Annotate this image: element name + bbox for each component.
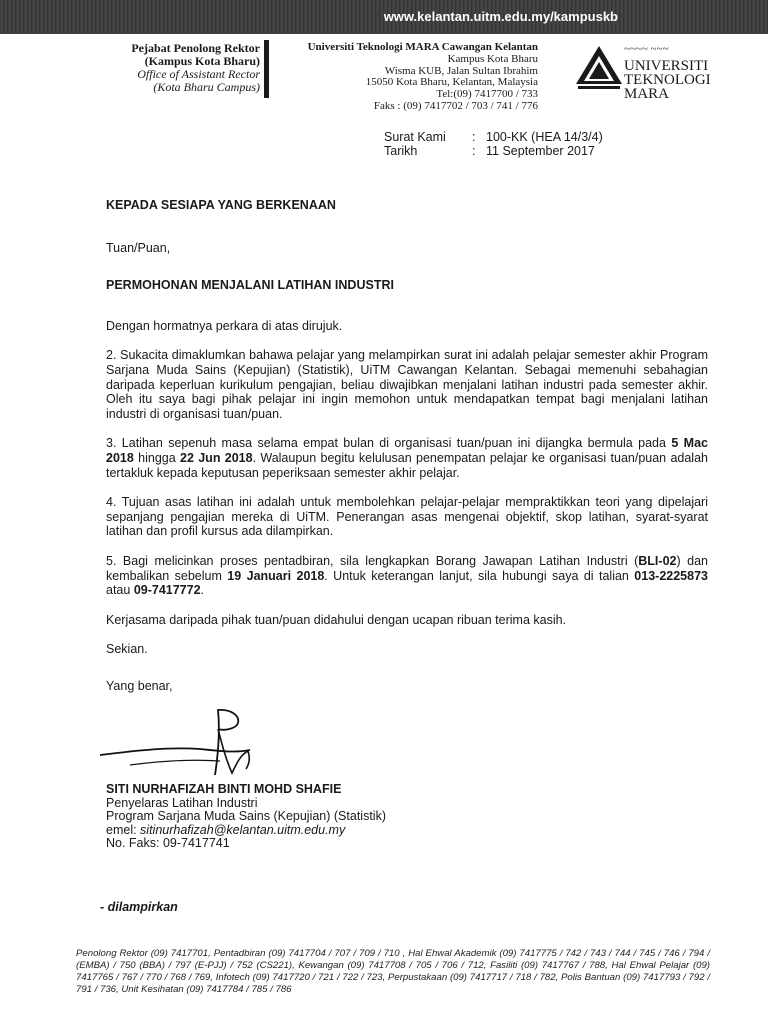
website-url[interactable]: www.kelantan.uitm.edu.my/kampuskb <box>383 9 618 24</box>
signature-icon <box>100 705 300 785</box>
signer-name: SITI NURHAFIZAH BINTI MOHD SHAFIE <box>106 782 342 796</box>
divider-bar <box>264 40 269 98</box>
address-block <box>290 42 538 113</box>
recipient: KEPADA SESIAPA YANG BERKENAAN <box>106 198 336 212</box>
office-line-2: (Kampus Kota Bharu) <box>144 54 260 68</box>
paragraph-5: 5. Bagi melicinkan proses pentadbiran, sila lengkapkan Borang Jawapan Latihan Industri (BLI-02) dan kembalikan sebelum 19 Januari 2018. Untuk keterangan lanjut, sila hubungi saya di talian 013-2225873 atau 09-7417772. <box>106 553 708 598</box>
date-value: 11 September 2017 <box>486 144 595 158</box>
signer-program: Program Sarjana Muda Sains (Kepujian) (Statistik) <box>106 809 386 824</box>
subject: PERMOHONAN MENJALANI LATIHAN INDUSTRI <box>106 278 394 293</box>
university-line-2: TEKNOLOGI <box>624 72 711 88</box>
address-line-2: Kampus Kota Bharu <box>447 52 538 65</box>
address-line-5: Tel:(09) 7417700 / 733 <box>436 88 538 101</box>
reference-block: Surat Kami : 100-KK (HEA 14/3/4) Tarikh : 11 September 2017 <box>384 130 603 158</box>
university-line-1: UNIVERSITI <box>624 58 709 74</box>
university-line-3: MARA <box>624 86 670 102</box>
letter-body <box>106 198 708 693</box>
paragraph-3: 3. Latihan sepenuh masa selama empat bulan di organisasi tuan/puan ini dijangka bermula pada 5 Mac 2018 hingga 22 Jun 2018. Walaupun begitu kelulusan penempatan pelajar ke organisasi tuan/puan adalah tertakluk kepada keputusan peperiksaan semester akhir pelajar. <box>106 436 708 480</box>
signer-title: Penyelaras Latihan Industri <box>106 795 258 810</box>
address-line-6: Faks : (09) 7417702 / 703 / 741 / 776 <box>373 99 538 112</box>
attachment-note: - dilampirkan <box>100 900 178 914</box>
jawi-script-icon: ~~~~ ~~~ <box>624 43 669 55</box>
address-line-4: 15050 Kota Bharu, Kelantan, Malaysia <box>365 76 538 89</box>
address-line-3: Wisma KUB, Jalan Sultan Ibrahim <box>384 64 538 77</box>
paragraph-6: Kerjasama daripada pihak tuan/puan didahului dengan ucapan ribuan terima kasih. <box>106 612 567 627</box>
signer-email-link[interactable]: sitinurhafizah@kelantan.uitm.edu.my <box>140 822 346 837</box>
paragraph-2: 2. Sukacita dimaklumkan bahawa pelajar yang melampirkan surat ini adalah pelajar semester akhir Program Sarjana Muda Sains (Kepujian) (Statistik), UiTM Cawangan Kelantan. Sebagai memenuhi sebahagian daripada keperluan kurikulum pengajian, beliau diwajibkan menjalani latihan industri pada semester akhir. Oleh itu saya bagi pihak pelajar ini ingin memohon untuk mendapatkan tempat bagi menjalani latihan industri di organisasi tuan/puan. <box>106 348 708 421</box>
salutation: Tuan/Puan, <box>106 240 171 255</box>
date-label: Tarikh <box>384 144 418 158</box>
signer-fax: No. Faks: 09-7417741 <box>106 836 230 851</box>
address-line-1: Universiti Teknologi MARA Cawangan Kelantan <box>307 41 538 53</box>
closing: Sekian. <box>106 642 148 657</box>
office-line-3: Office of Assistant Rector <box>137 67 260 81</box>
signer-block <box>106 783 386 851</box>
office-line-1: Pejabat Penolong Rektor <box>131 41 260 55</box>
ref-value: 100-KK (HEA 14/3/4) <box>486 130 603 144</box>
yours-truly: Yang benar, <box>106 678 173 693</box>
signer-email-line: emel: sitinurhafizah@kelantan.uitm.edu.my <box>106 822 346 837</box>
header-bar <box>0 0 768 34</box>
office-line-4: (Kota Bharu Campus) <box>153 80 260 94</box>
uitm-logo-icon <box>574 44 624 92</box>
paragraph-4: 4. Tujuan asas latihan ini adalah untuk membolehkan pelajar-pelajar mempraktikkan teori yang dipelajari sepanjang pengajian mereka di UiTM. Penerangan asas mengenai objektif, skop latihan, syarat-syarat latihan dan profil kursus ada dilampirkan. <box>106 495 708 539</box>
footer-contacts: Penolong Rektor (09) 7417701, Pentadbiran (09) 7417704 / 707 / 709 / 710 , Hal Ehwal Akademik (09) 7417775 / 742 / 743 / 744 / 745 / 746 / 794 / (EMBA) / 750 (BBA) / 797 (E-PJJ) / 752 (CS221), Kewangan (09) 7417708 / 705 / 706 / 712, Fasiliti (09) 7417767 / 788, Hal Ehwal Pelajar (09) 7417765 / 767 / 770 / 768 / 769, Infotech (09) 7417720 / 721 / 722 / 723, Perpustakaan (09) 7417717 / 718 / 782, Polis Bantuan (09) 7417793 / 792 / 791 / 736, Unit Kesihatan (09) 7417784 / 785 / 786 <box>76 948 710 995</box>
university-name <box>624 42 711 101</box>
paragraph-1: Dengan hormatnya perkara di atas dirujuk. <box>106 318 343 333</box>
office-block <box>100 42 260 94</box>
ref-label: Surat Kami <box>384 130 446 144</box>
